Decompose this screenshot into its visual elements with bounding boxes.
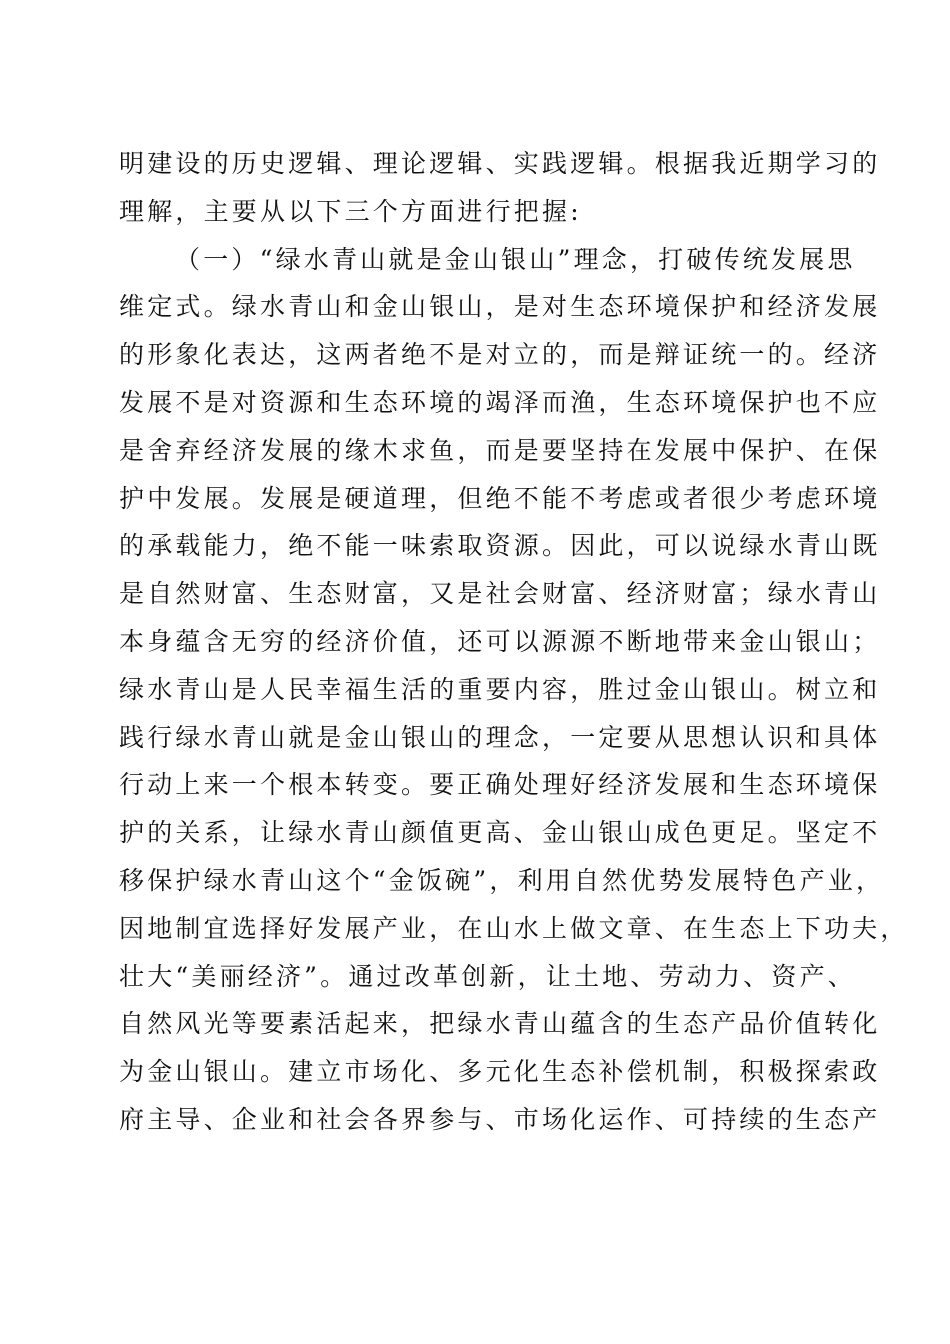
text-line: 因地制宜选择好发展产业，在山水上做文章、在生态上下功夫， — [119, 913, 909, 943]
text-line: 维定式。绿水青山和金山银山，是对生态环境保护和经济发展 — [119, 292, 881, 322]
text-line: 理解，主要从以下三个方面进行把握: — [119, 196, 582, 226]
text-line: 护的关系，让绿水青山颜值更高、金山银山成色更足。坚定不 — [119, 818, 881, 848]
text-line: 府主导、企业和社会各界参与、市场化运作、可持续的生态产 — [119, 1104, 881, 1134]
text-line: 明建设的历史逻辑、理论逻辑、实践逻辑。根据我近期学习的 — [119, 149, 881, 178]
text-line: 是舍弃经济发展的缘木求鱼，而是要坚持在发展中保护、在保 — [119, 435, 881, 465]
text-line: 的承载能力，绝不能一味索取资源。因此，可以说绿水青山既 — [119, 531, 881, 561]
text-line: 本身蕴含无穷的经济价值，还可以源源不断地带来金山银山； — [119, 626, 881, 656]
text-line: 绿水青山是人民幸福生活的重要内容，胜过金山银山。树立和 — [119, 674, 881, 704]
text-line: 壮大“美丽经济”。通过改革创新，让土地、劳动力、资产、 — [119, 961, 856, 991]
body-text — [119, 140, 909, 1144]
text-line: 护中发展。发展是硬道理，但绝不能不考虑或者很少考虑环境 — [119, 483, 881, 513]
section-heading-line: （一）“绿水青山就是金山银山”理念，打破传统发展思 — [175, 244, 856, 274]
text-line: 移保护绿水青山这个“金饭碗”，利用自然优势发展特色产业， — [119, 865, 885, 895]
text-line: 自然风光等要素活起来，把绿水青山蕴含的生态产品价值转化 — [119, 1009, 881, 1039]
text-line: 的形象化表达，这两者绝不是对立的，而是辩证统一的。经济 — [119, 340, 881, 370]
text-line: 行动上来一个根本转变。要正确处理好经济发展和生态环境保 — [119, 770, 881, 800]
text-line: 发展不是对资源和生态环境的竭泽而渔，生态环境保护也不应 — [119, 387, 881, 417]
text-line: 践行绿水青山就是金山银山的理念，一定要从思想认识和具体 — [119, 722, 881, 752]
text-line: 为金山银山。建立市场化、多元化生态补偿机制，积极探索政 — [119, 1057, 881, 1087]
text-line: 是自然财富、生态财富，又是社会财富、经济财富；绿水青山 — [119, 579, 881, 609]
